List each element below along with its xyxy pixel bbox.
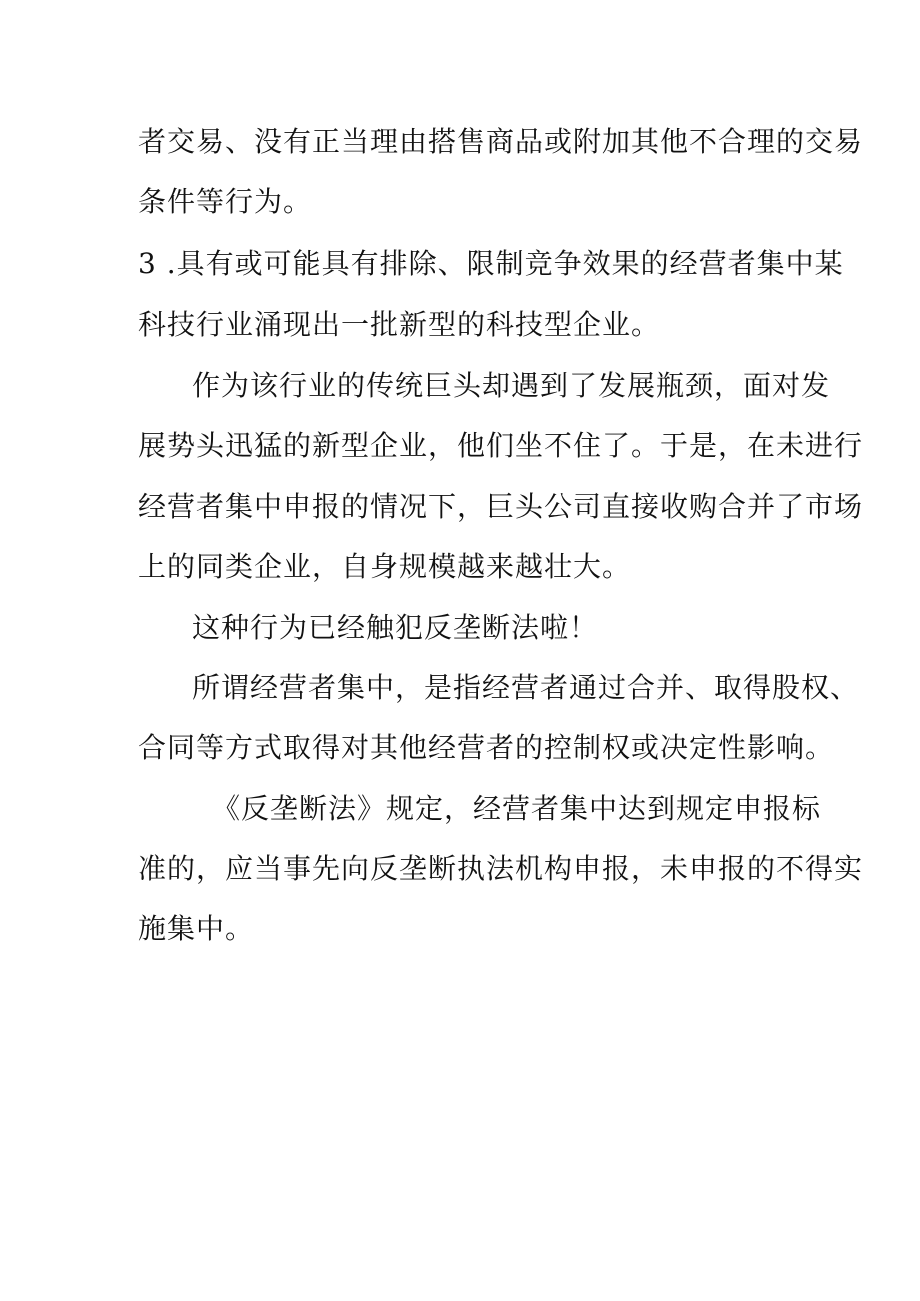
text-line-5: 作为该行业的传统巨头却遇到了发展瓶颈，面对发 bbox=[192, 369, 831, 402]
text-line-3: 3 .具有或可能具有排除、限制竞争效果的经营者集中某 bbox=[138, 247, 844, 280]
text-line-6: 展势头迅猛的新型企业，他们坐不住了。于是，在未进行 bbox=[138, 429, 864, 462]
text-line-11: 合同等方式取得对其他经营者的控制权或决定性影响。 bbox=[138, 731, 835, 764]
text-line-9: 这种行为已经触犯反垄断法啦！ bbox=[192, 611, 599, 644]
text-line-12: 《反垄断法》规定，经营者集中达到规定申报标 bbox=[212, 792, 822, 825]
text-line-8: 上的同类企业，自身规模越来越壮大。 bbox=[138, 550, 632, 583]
text-line-13: 准的，应当事先向反垄断执法机构申报，未申报的不得实 bbox=[138, 852, 864, 885]
text-line-10: 所谓经营者集中，是指经营者通过合并、取得股权、 bbox=[192, 671, 860, 704]
text-line-2: 条件等行为。 bbox=[138, 185, 313, 218]
text-line-7: 经营者集中申报的情况下，巨头公司直接收购合并了市场 bbox=[138, 490, 864, 523]
text-line-1: 者交易、没有正当理由搭售商品或附加其他不合理的交易 bbox=[138, 125, 864, 158]
text-line-4: 科技行业涌现出一批新型的科技型企业。 bbox=[138, 308, 661, 341]
text-line-14: 施集中。 bbox=[138, 912, 255, 945]
